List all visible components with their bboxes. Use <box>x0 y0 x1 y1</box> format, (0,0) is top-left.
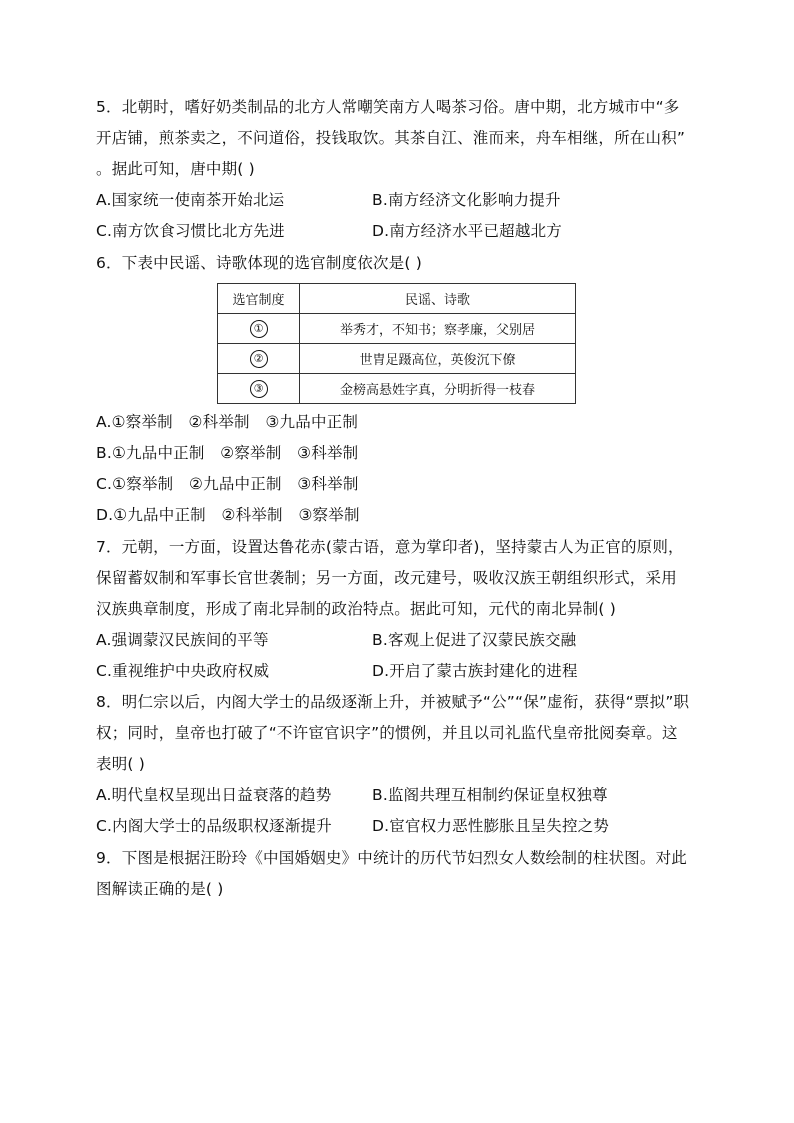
q9-stem-line-2: 图解读正确的是( ) <box>96 880 224 898</box>
q6-option-a[interactable]: A.①察举制 ②科举制 ③九品中正制 <box>96 413 359 431</box>
table-row-number <box>218 314 300 344</box>
table-row-text: 金榜高悬姓字真，分明折得一枝春 <box>300 374 576 404</box>
table-row-text: 世胄足蹑高位，英俊沉下僚 <box>300 344 576 374</box>
q7-option-b[interactable]: B.客观上促进了汉蒙民族交融 <box>372 631 577 649</box>
q8-stem-line-1: 8．明仁宗以后，内阁大学士的品级逐渐上升，并被赋予“公”“保”虚衔，获得“票拟”职 <box>96 693 690 711</box>
q7-option-c[interactable]: C.重视维护中央政府权威 <box>96 662 270 680</box>
q5-option-d[interactable]: D.南方经济水平已超越北方 <box>372 222 562 240</box>
q7-option-a[interactable]: A.强调蒙汉民族间的平等 <box>96 631 269 649</box>
q6-table <box>217 283 576 404</box>
q5-stem-line-3: 。据此可知，唐中期( ) <box>96 160 255 178</box>
circled-number: ② <box>250 350 268 368</box>
table-header-system: 选官制度 <box>218 284 300 314</box>
table-header-verse: 民谣、诗歌 <box>300 284 576 314</box>
q5-stem-line-2: 开店铺，煎茶卖之，不问道俗，投钱取饮。其茶自江、淮而来，舟车相继，所在山积” <box>96 129 686 147</box>
q5-option-a[interactable]: A.国家统一使南茶开始北运 <box>96 191 285 209</box>
q6-option-b[interactable]: B.①九品中正制 ②察举制 ③科举制 <box>96 444 359 462</box>
table-row-number <box>218 344 300 374</box>
q8-option-b[interactable]: B.监阁共理互相制约保证皇权独尊 <box>372 786 608 804</box>
q6-stem: 6．下表中民谣、诗歌体现的选官制度依次是( ) <box>96 254 422 272</box>
q8-option-c[interactable]: C.内阁大学士的品级职权逐渐提升 <box>96 817 332 835</box>
q9-stem-line-1: 9．下图是根据汪盼玲《中国婚姻史》中统计的历代节妇烈女人数绘制的柱状图。对此 <box>96 849 687 867</box>
table-header-row <box>218 284 576 314</box>
q5-stem-line-1: 5．北朝时，嗜好奶类制品的北方人常嘲笑南方人喝茶习俗。唐中期，北方城市中“多 <box>96 98 680 116</box>
q7-stem-line-3: 汉族典章制度，形成了南北异制的政治特点。据此可知，元代的南北异制( ) <box>96 600 617 618</box>
table-row <box>218 344 576 374</box>
table-row <box>218 314 576 344</box>
circled-number: ① <box>250 320 268 338</box>
q7-option-d[interactable]: D.开启了蒙古族封建化的进程 <box>372 662 578 680</box>
q8-option-d[interactable]: D.宦官权力恶性膨胀且呈失控之势 <box>372 817 610 835</box>
circled-number: ③ <box>250 380 268 398</box>
q8-stem-line-3: 表明( ) <box>96 755 146 773</box>
q6-option-d[interactable]: D.①九品中正制 ②科举制 ③察举制 <box>96 506 360 524</box>
q5-option-c[interactable]: C.南方饮食习惯比北方先进 <box>96 222 285 240</box>
table-row-number <box>218 374 300 404</box>
q6-option-c[interactable]: C.①察举制 ②九品中正制 ③科举制 <box>96 475 359 493</box>
q7-stem-line-2: 保留蓄奴制和军事长官世袭制；另一方面，改元建号，吸收汉族王朝组织形式，采用 <box>96 569 677 587</box>
q5-option-b[interactable]: B.南方经济文化影响力提升 <box>372 191 561 209</box>
table-row <box>218 374 576 404</box>
q8-stem-line-2: 权；同时，皇帝也打破了“不许宦官识字”的惯例，并且以司礼监代皇帝批阅奏章。这 <box>96 724 678 742</box>
q7-stem-line-1: 7．元朝，一方面，设置达鲁花赤(蒙古语，意为掌印者)，坚持蒙古人为正官的原则， <box>96 538 684 556</box>
q8-option-a[interactable]: A.明代皇权呈现出日益衰落的趋势 <box>96 786 332 804</box>
table-row-text: 举秀才，不知书；察孝廉，父别居 <box>300 314 576 344</box>
